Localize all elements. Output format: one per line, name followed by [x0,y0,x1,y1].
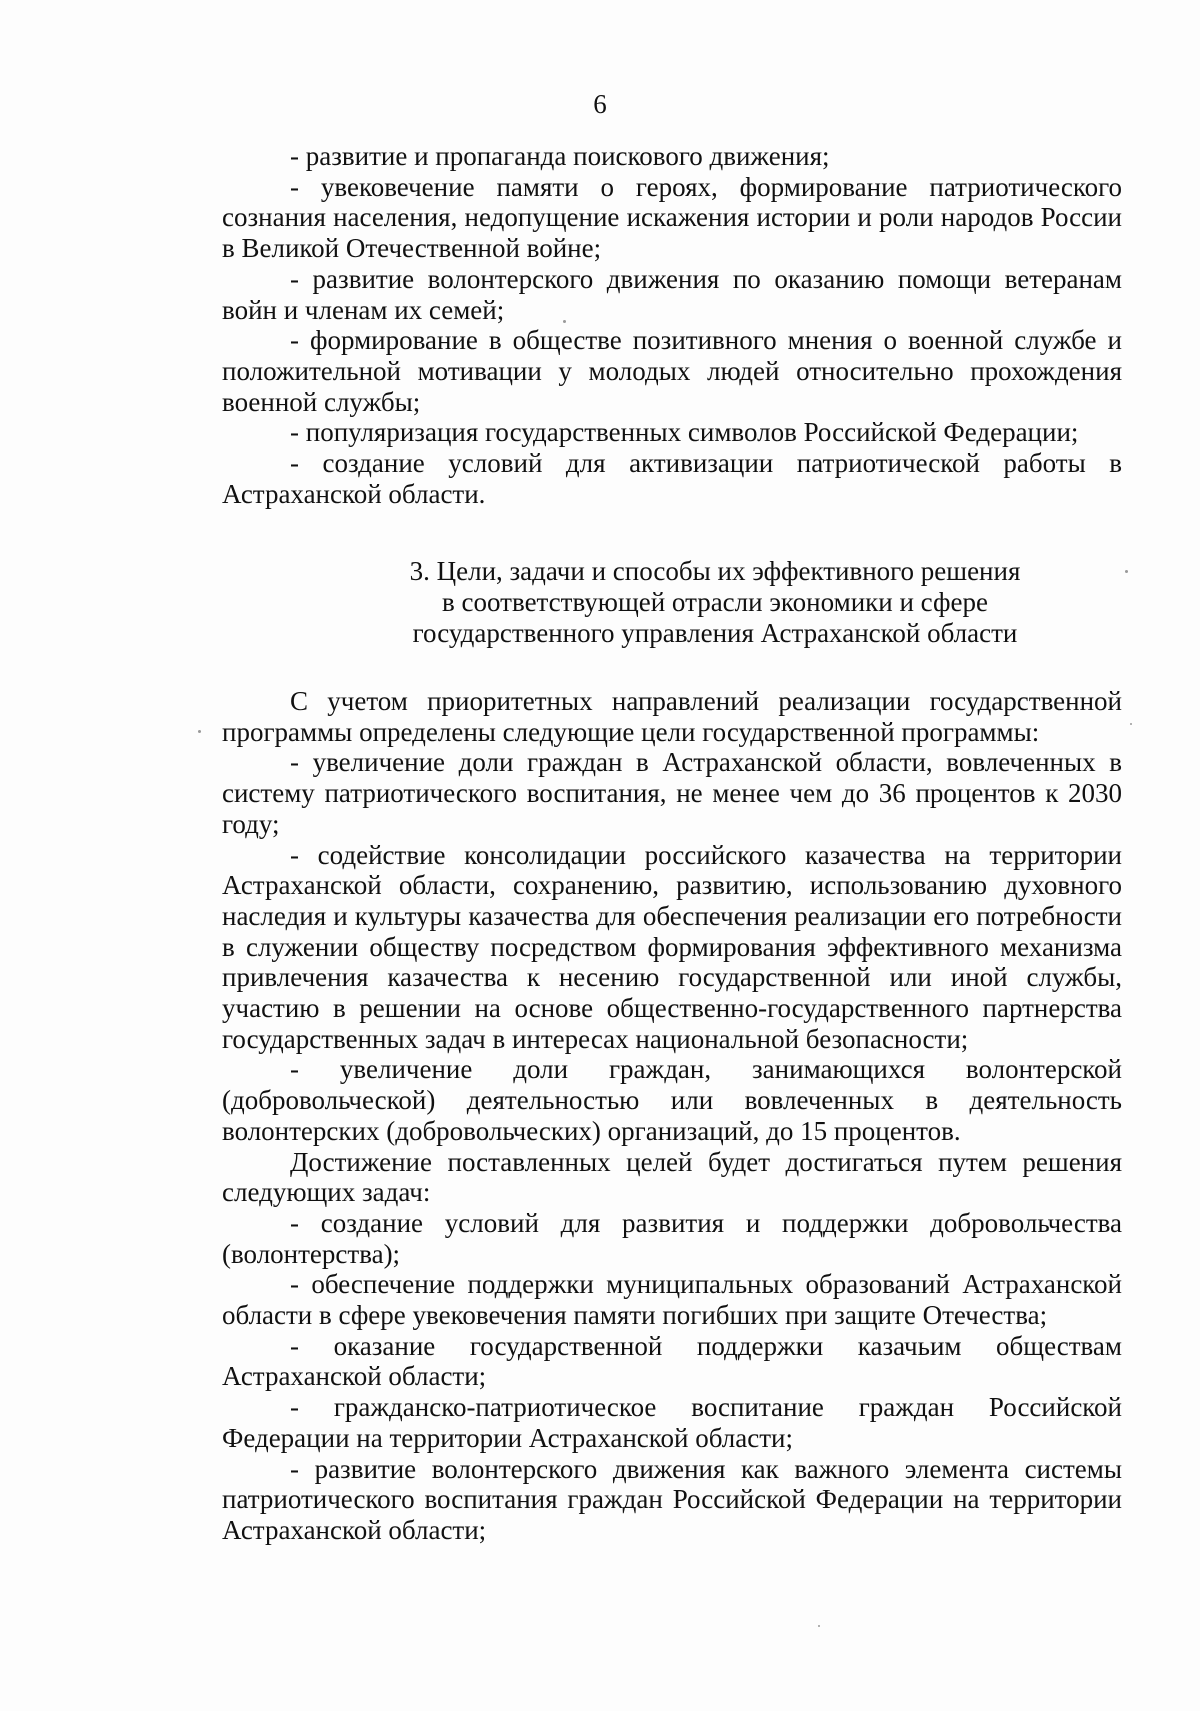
list-item: - увеличение доли граждан в Астраханской области, вовлеченных в систему патриотического воспитания, не менее чем до 36 процентов к 2030 году; [222,747,1122,839]
scan-speck [1130,723,1132,725]
body-paragraph: Достижение поставленных целей будет достигаться путем решения следующих задач: [222,1146,1122,1208]
section-heading-line: 3. Цели, задачи и способы их эффективного решения [409,556,1021,586]
list-item: - оказание государственной поддержки казачьим обществам Астраханской области; [222,1330,1122,1392]
section-heading-line: в соответствующей отрасли экономики и сфере [442,587,988,617]
scan-speck [563,320,566,323]
scan-speck [818,1625,820,1627]
body-paragraph: С учетом приоритетных направлений реализации государственной программы определены следующие цели государственной программы: [222,686,1122,747]
list-item: - содействие консолидации российского казачества на территории Астраханской области, сохранению, развитию, использованию духовного наследия и культуры казачества для обеспечения реализации его потребности в служении обществу посредством формирования эффективного механизма привлечения казачества к несению государственной или иной службы, участию в решении на основе общественно-государственного партнерства государственных задач в интересах национальной безопасности; [222,839,1122,1054]
list-item: - развитие волонтерского движения как важного элемента системы патриотического воспитания граждан Российской Федерации на территории Астраханской области; [222,1453,1122,1545]
list-item: - создание условий для активизации патриотической работы в Астраханской области. [222,448,1122,509]
section-heading [300,556,1130,649]
page-number: 6 [593,89,607,119]
list-item: - создание условий для развития и поддержки добровольчества (волонтерства); [222,1207,1122,1269]
list-item: - увековечение памяти о героях, формирование патриотического сознания населения, недопущение искажения истории и роли народов России в Великой Отечественной войне; [222,171,1122,264]
intro-list [222,141,1122,509]
scan-speck [198,730,201,733]
scan-speck [1125,570,1128,573]
list-item: - формирование в обществе позитивного мнения о военной службе и положительной мотивации у молодых людей относительно прохождения военной службы; [222,325,1122,417]
list-item: - обеспечение поддержки муниципальных образований Астраханской области в сфере увековечения памяти погибших при защите Отечества; [222,1269,1122,1331]
list-item: - гражданско-патриотическое воспитание граждан Российской Федерации на территории Астраханской области; [222,1392,1122,1453]
list-item: - популяризация государственных символов Российской Федерации; [290,417,1079,448]
list-item: - развитие и пропаганда поискового движения; [290,141,830,171]
list-item: - увеличение доли граждан, занимающихся волонтерской (добровольческой) деятельностью или вовлеченных в деятельность волонтерских (добровольческих) организаций, до 15 процентов. [222,1054,1122,1146]
section-heading-line: государственного управления Астраханской области [412,618,1018,648]
list-item: - развитие волонтерского движения по оказанию помощи ветеранам войн и членам их семей; [222,263,1122,325]
section-body [222,686,1122,1546]
